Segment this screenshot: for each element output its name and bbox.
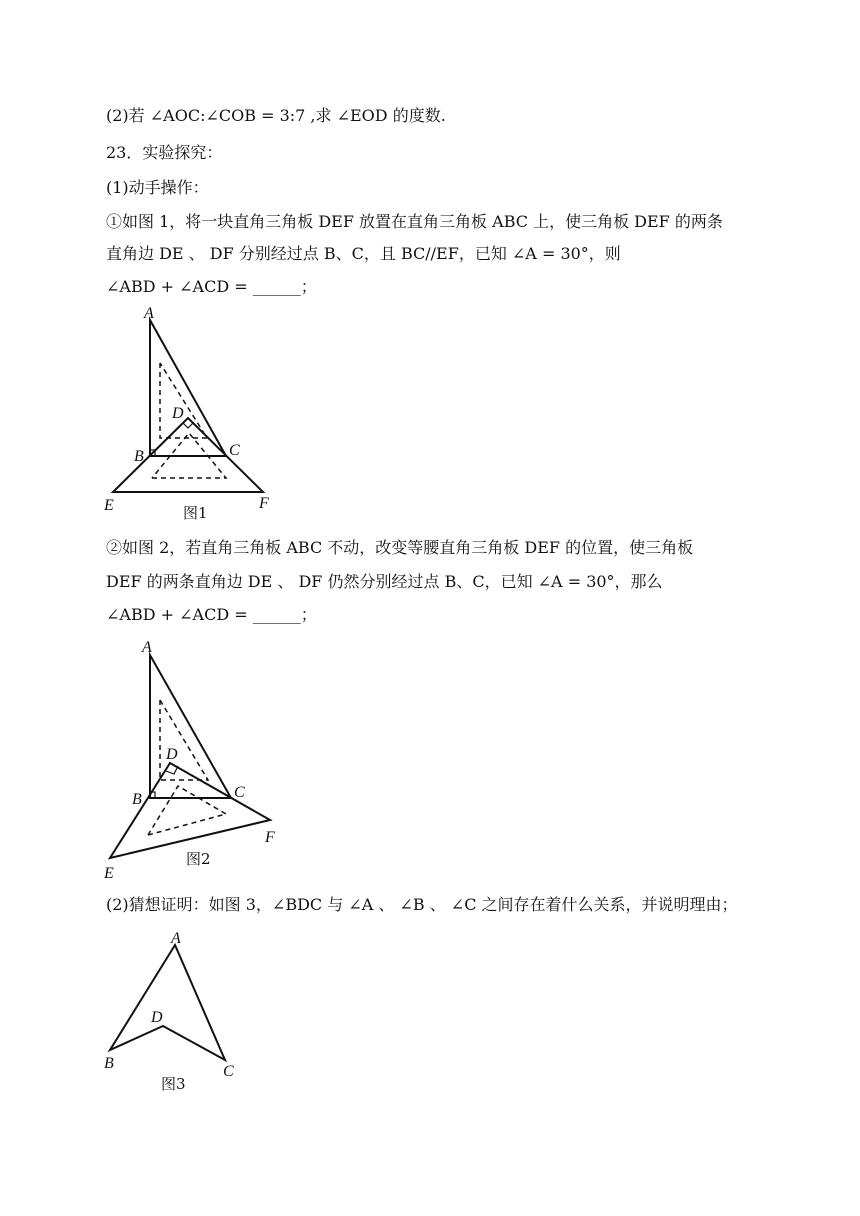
label-f: F	[265, 829, 275, 846]
inner-dashed-def	[148, 786, 226, 835]
part1-item2-text-cont: DEF 的两条直角边 DE 、 DF 仍然分别经过点 B、C，已知 ∠A = 30°，那么	[106, 572, 663, 591]
part1-item1-text-cont: 直角边 DE 、 DF 分别经过点 B、C，且 BC//EF，已知 ∠A = 30°，则	[106, 244, 621, 263]
label-b: B	[104, 1055, 114, 1072]
label-c: C	[234, 784, 245, 801]
figure-3	[100, 920, 250, 1100]
question-23-title: 23．实验探究：	[106, 143, 223, 162]
label-a: A	[142, 639, 152, 656]
label-d: D	[151, 1009, 163, 1026]
label-a: A	[144, 305, 154, 322]
question-22-part2: (2)若 ∠AOC:∠COB = 3:7 ,求 ∠EOD 的度数.	[106, 106, 446, 125]
label-a: A	[171, 930, 181, 947]
right-angle-mark-d	[183, 423, 193, 428]
label-d: D	[172, 405, 184, 422]
label-f: F	[259, 495, 269, 512]
label-e: E	[104, 497, 114, 514]
part1-item1-blank: ∠ABD + ∠ACD = ______；	[106, 277, 317, 296]
figure-3-caption: 图3	[161, 1075, 186, 1093]
figure-2-caption: 图2	[186, 850, 211, 868]
inner-dashed-abc	[160, 363, 207, 438]
figure-2	[100, 630, 290, 885]
label-e: E	[104, 865, 114, 882]
part1-item2-text: ②如图 2，若直角三角板 ABC 不动，改变等腰直角三角板 DEF 的位置，使三角板	[106, 538, 694, 557]
part2-text: (2)猜想证明：如图 3，∠BDC 与 ∠A 、 ∠B 、 ∠C 之间存在着什么关系，并说明理由；	[106, 895, 738, 914]
triangle-def	[110, 763, 270, 858]
label-d: D	[166, 746, 178, 763]
label-c: C	[229, 442, 240, 459]
part1-item1-text: ①如图 1，将一块直角三角板 DEF 放置在直角三角板 ABC 上，使三角板 DEF 的两条	[106, 212, 723, 231]
figure-1	[100, 300, 290, 525]
label-c: C	[223, 1063, 234, 1080]
figure-1-caption: 图1	[183, 504, 208, 522]
concave-quadrilateral	[110, 945, 225, 1060]
triangle-abc	[150, 320, 226, 456]
label-b: B	[134, 448, 144, 465]
part1-item2-blank: ∠ABD + ∠ACD = ______；	[106, 605, 317, 624]
label-b: B	[132, 791, 142, 808]
part1-heading: (1)动手操作：	[106, 178, 209, 197]
